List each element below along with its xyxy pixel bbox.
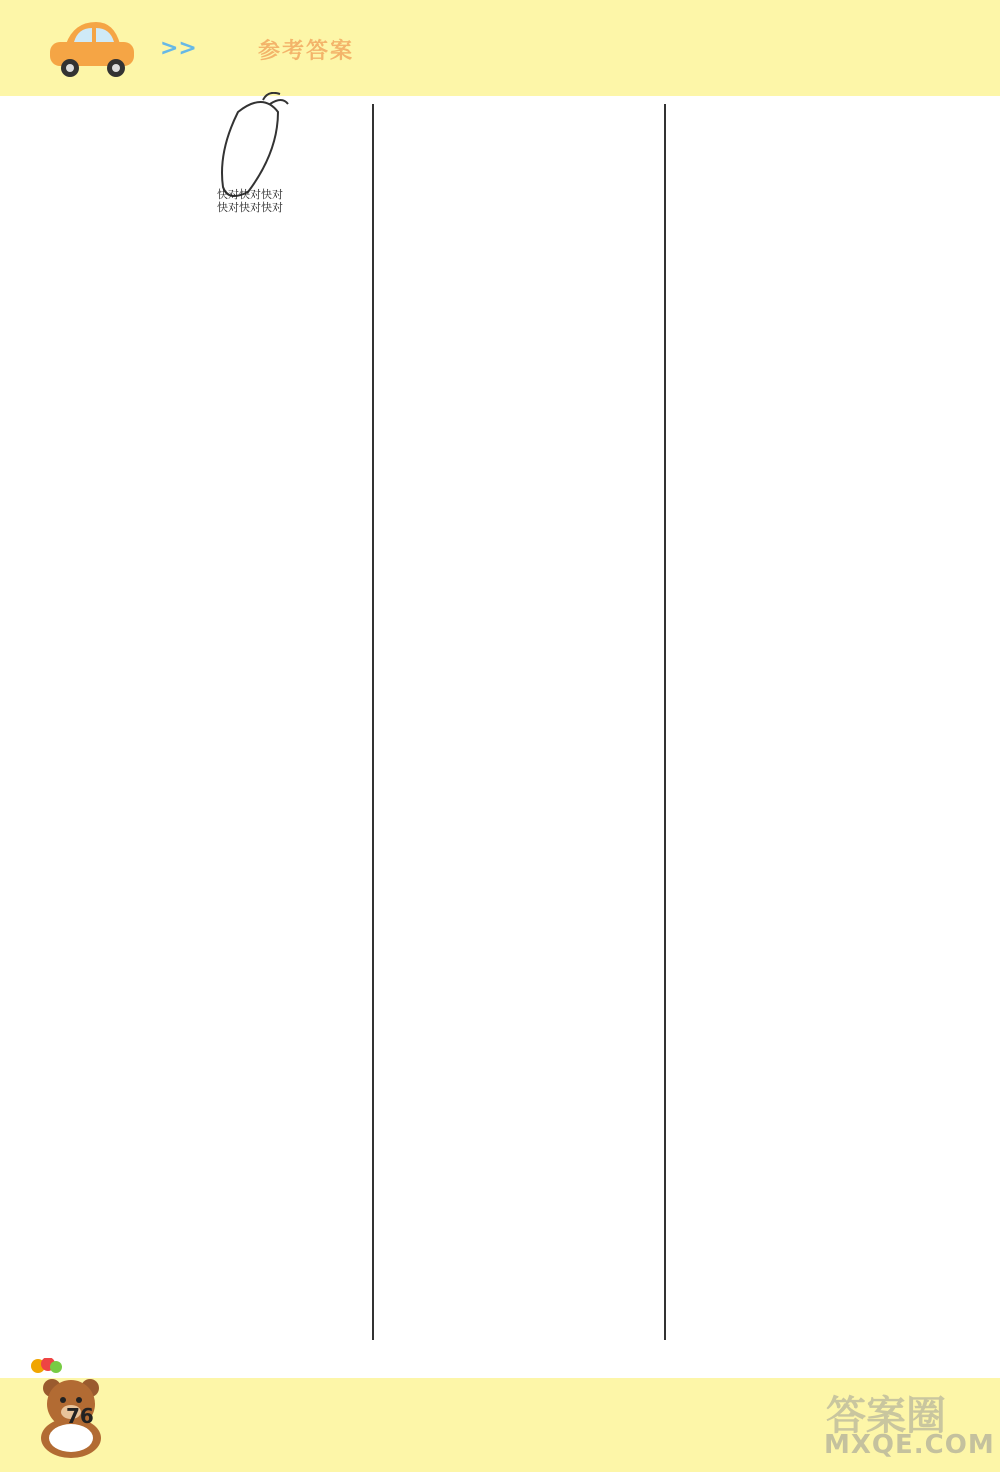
header-band	[0, 0, 1000, 96]
column-divider	[664, 104, 666, 1340]
car-icon	[44, 16, 140, 80]
page-title: 参考答案	[258, 39, 355, 64]
arrows-icon: >>	[160, 36, 197, 61]
carrot-note-line: 快对快对快对	[217, 201, 283, 214]
watermark-text: MXQE.COM	[824, 1430, 995, 1460]
carrot-note-line: 快对快对快对	[217, 188, 283, 201]
carrot-note	[210, 188, 290, 214]
watermark-logo: 答案圈	[826, 1393, 946, 1439]
column-divider	[372, 104, 374, 1340]
page-number: 76	[66, 1404, 94, 1428]
